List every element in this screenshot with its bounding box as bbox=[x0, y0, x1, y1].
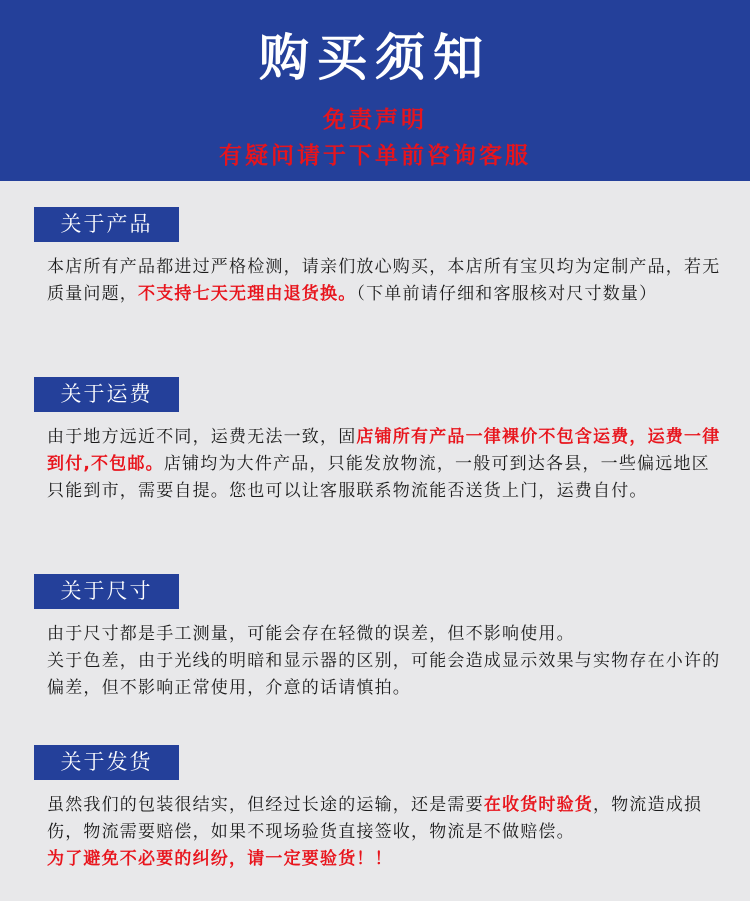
body-text: （下单前请仔细和客服核对尺寸数量） bbox=[356, 284, 658, 304]
section-body bbox=[47, 792, 727, 873]
body-text: 关于色差，由于光线的明暗和显示器的区别，可能会造成显示效果与实物存在小许的偏差，但不影响正常使用，介意的话请慎拍。 bbox=[47, 651, 721, 698]
highlight-text: 店铺所有产品一律裸价不包含运费，运费一律到付,不包邮。 bbox=[47, 427, 721, 474]
body-text: ，物流造成损伤，物流需要赔偿，如果不现场验货直接签收，物流是不做赔偿。 bbox=[47, 795, 703, 842]
body-text: 由于地方远近不同，运费无法一致，固 bbox=[47, 427, 357, 447]
body-text: 本店所有产品都进过严格检测，请亲们放心购买，本店所有宝贝均为定制产品，若无质量问题， bbox=[47, 257, 721, 304]
body-text: 虽然我们的包装很结实，但经过长途的运输，还是需要 bbox=[47, 795, 484, 815]
disclaimer-heading: 免责声明 bbox=[323, 107, 427, 133]
section-tag: 关于发货 bbox=[34, 745, 179, 780]
section-body bbox=[47, 621, 727, 702]
warning-text: 为了避免不必要的纠纷，请一定要验货！！ bbox=[47, 849, 393, 869]
header-banner bbox=[0, 0, 750, 181]
section-body bbox=[47, 254, 727, 308]
section-body bbox=[47, 424, 727, 505]
section-tag: 关于尺寸 bbox=[34, 574, 179, 609]
body-text: 店铺均为大件产品，只能发放物流，一般可到达各县，一些偏远地区只能到市，需要自提。您也可以让客服联系物流能否送货上门，运费自付。 bbox=[47, 454, 710, 501]
section-tag: 关于运费 bbox=[34, 377, 179, 412]
page-title: 购买须知 bbox=[259, 29, 491, 87]
highlight-text: 不支持七天无理由退货换。 bbox=[138, 284, 357, 304]
highlight-text: 在收货时验货 bbox=[483, 795, 594, 815]
consult-notice: 有疑问请于下单前咨询客服 bbox=[219, 143, 531, 169]
section-tag: 关于产品 bbox=[34, 207, 179, 242]
body-text: 由于尺寸都是手工测量，可能会存在轻微的误差，但不影响使用。 bbox=[47, 624, 575, 644]
